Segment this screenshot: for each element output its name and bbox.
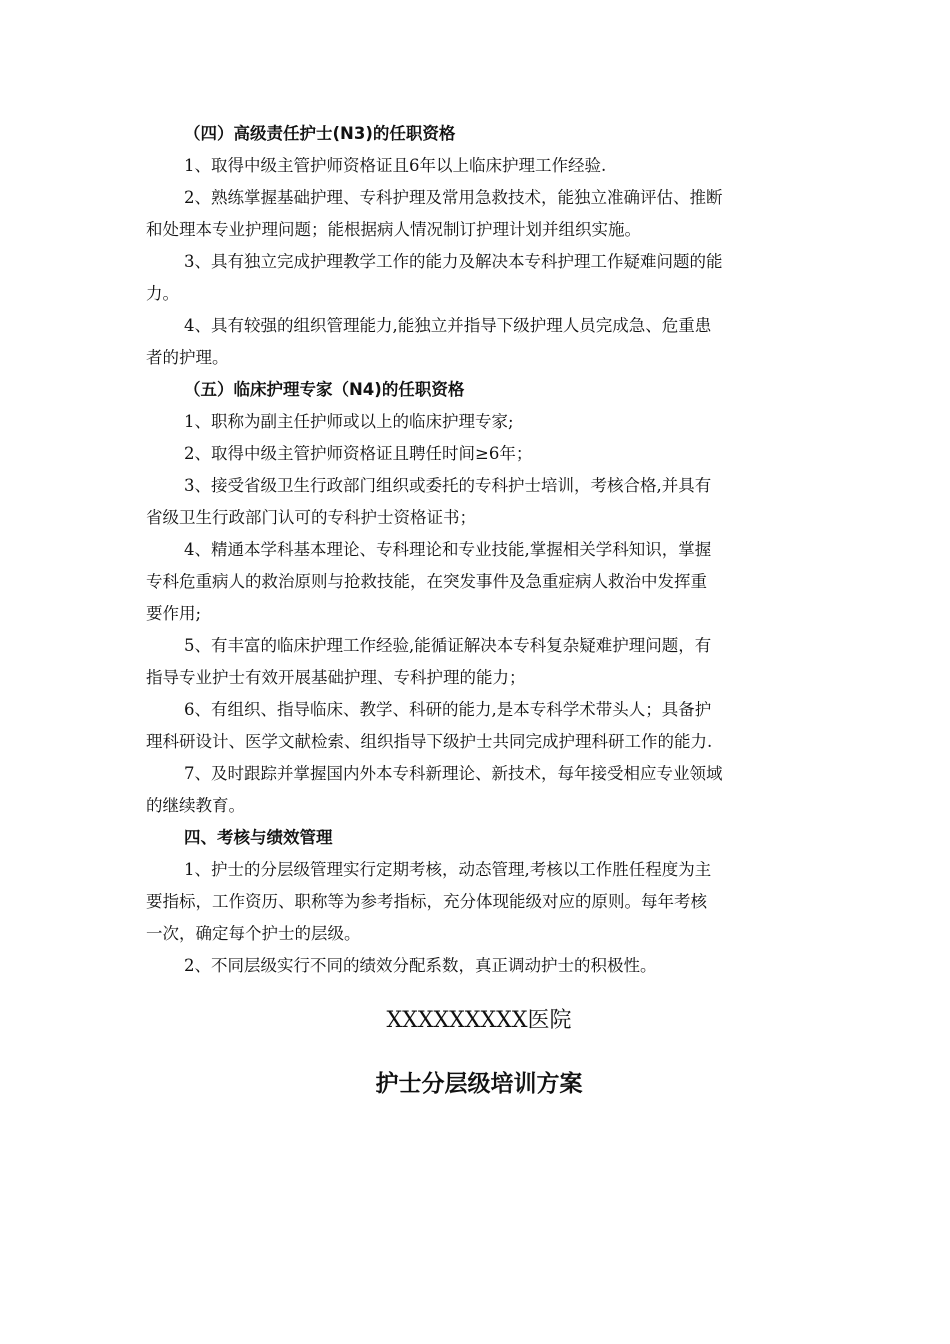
- paragraph-line: 2、熟练掌握基础护理、专科护理及常用急救技术，能独立准确评估、推断: [184, 188, 723, 207]
- paragraph: [146, 694, 812, 758]
- paragraph: [146, 758, 812, 822]
- paragraph-line: 1、护士的分层级管理实行定期考核，动态管理,考核以工作胜任程度为主: [184, 860, 712, 879]
- paragraph-line: 一次，确定每个护士的层级。: [146, 924, 361, 943]
- paragraph-line: 的继续教育。: [146, 796, 245, 815]
- paragraph-line: 2、取得中级主管护师资格证且聘任时间≥6年；: [184, 444, 533, 463]
- hospital-name: XXXXXXXXX医院: [386, 1008, 572, 1033]
- paragraph-line: 3、接受省级卫生行政部门组织或委托的专科护士培训，考核合格,并具有: [184, 476, 712, 495]
- paragraph: [146, 470, 812, 534]
- paragraph-line: 和处理本专业护理问题；能根据病人情况制订护理计划并组织实施。: [146, 220, 641, 239]
- section-n4-items: [146, 406, 812, 822]
- paragraph-line: 专科危重病人的救治原则与抢救技能，在突发事件及急重症病人救治中发挥重: [146, 572, 707, 591]
- paragraph-line: 省级卫生行政部门认可的专科护士资格证书；: [146, 508, 476, 527]
- paragraph: [146, 534, 812, 630]
- paragraph: [146, 150, 812, 182]
- paragraph-line: 者的护理。: [146, 348, 229, 367]
- paragraph-line: 6、有组织、指导临床、教学、科研的能力,是本专科学术带头人；具备护: [184, 700, 712, 719]
- paragraph-line: 要作用;: [146, 604, 202, 623]
- paragraph: [146, 182, 812, 246]
- paragraph-line: 4、具有较强的组织管理能力,能独立并指导下级护理人员完成急、危重患: [184, 316, 712, 335]
- section-heading-n4: （五）临床护理专家（N4)的任职资格: [184, 380, 465, 399]
- paragraph-line: 3、具有独立完成护理教学工作的能力及解决本专科护理工作疑难问题的能: [184, 252, 723, 271]
- paragraph-line: 力。: [146, 284, 179, 303]
- paragraph: [146, 438, 812, 470]
- paragraph-line: 4、精通本学科基本理论、专科理论和专业技能,掌握相关学科知识，掌握: [184, 540, 712, 559]
- paragraph-line: 2、不同层级实行不同的绩效分配系数，真正调动护士的积极性。: [184, 956, 657, 975]
- paragraph: [146, 310, 812, 374]
- paragraph: [146, 950, 812, 982]
- paragraph-line: 理科研设计、医学文献检索、组织指导下级护士共同完成护理科研工作的能力.: [146, 732, 713, 751]
- paragraph-line: 1、取得中级主管护师资格证且6年以上临床护理工作经验.: [184, 156, 607, 175]
- paragraph-line: 1、职称为副主任护师或以上的临床护理专家;: [184, 412, 514, 431]
- paragraph-line: 5、有丰富的临床护理工作经验,能循证解决本专科复杂疑难护理问题，有: [184, 636, 712, 655]
- section-assessment-items: [146, 854, 812, 982]
- section-heading-n3: （四）高级责任护士(N3)的任职资格: [184, 124, 456, 143]
- section-heading-assessment: 四、考核与绩效管理: [184, 828, 333, 847]
- paragraph-line: 指导专业护士有效开展基础护理、专科护理的能力；: [146, 668, 526, 687]
- document-page: [146, 118, 812, 1099]
- plan-title: 护士分层级培训方案: [375, 1071, 583, 1097]
- paragraph-line: 要指标，工作资历、职称等为参考指标，充分体现能级对应的原则。每年考核: [146, 892, 707, 911]
- paragraph: [146, 406, 812, 438]
- section-n3-items: [146, 150, 812, 374]
- paragraph: [146, 854, 812, 950]
- paragraph: [146, 246, 812, 310]
- paragraph-line: 7、及时跟踪并掌握国内外本专科新理论、新技术，每年接受相应专业领域: [184, 764, 723, 783]
- paragraph: [146, 630, 812, 694]
